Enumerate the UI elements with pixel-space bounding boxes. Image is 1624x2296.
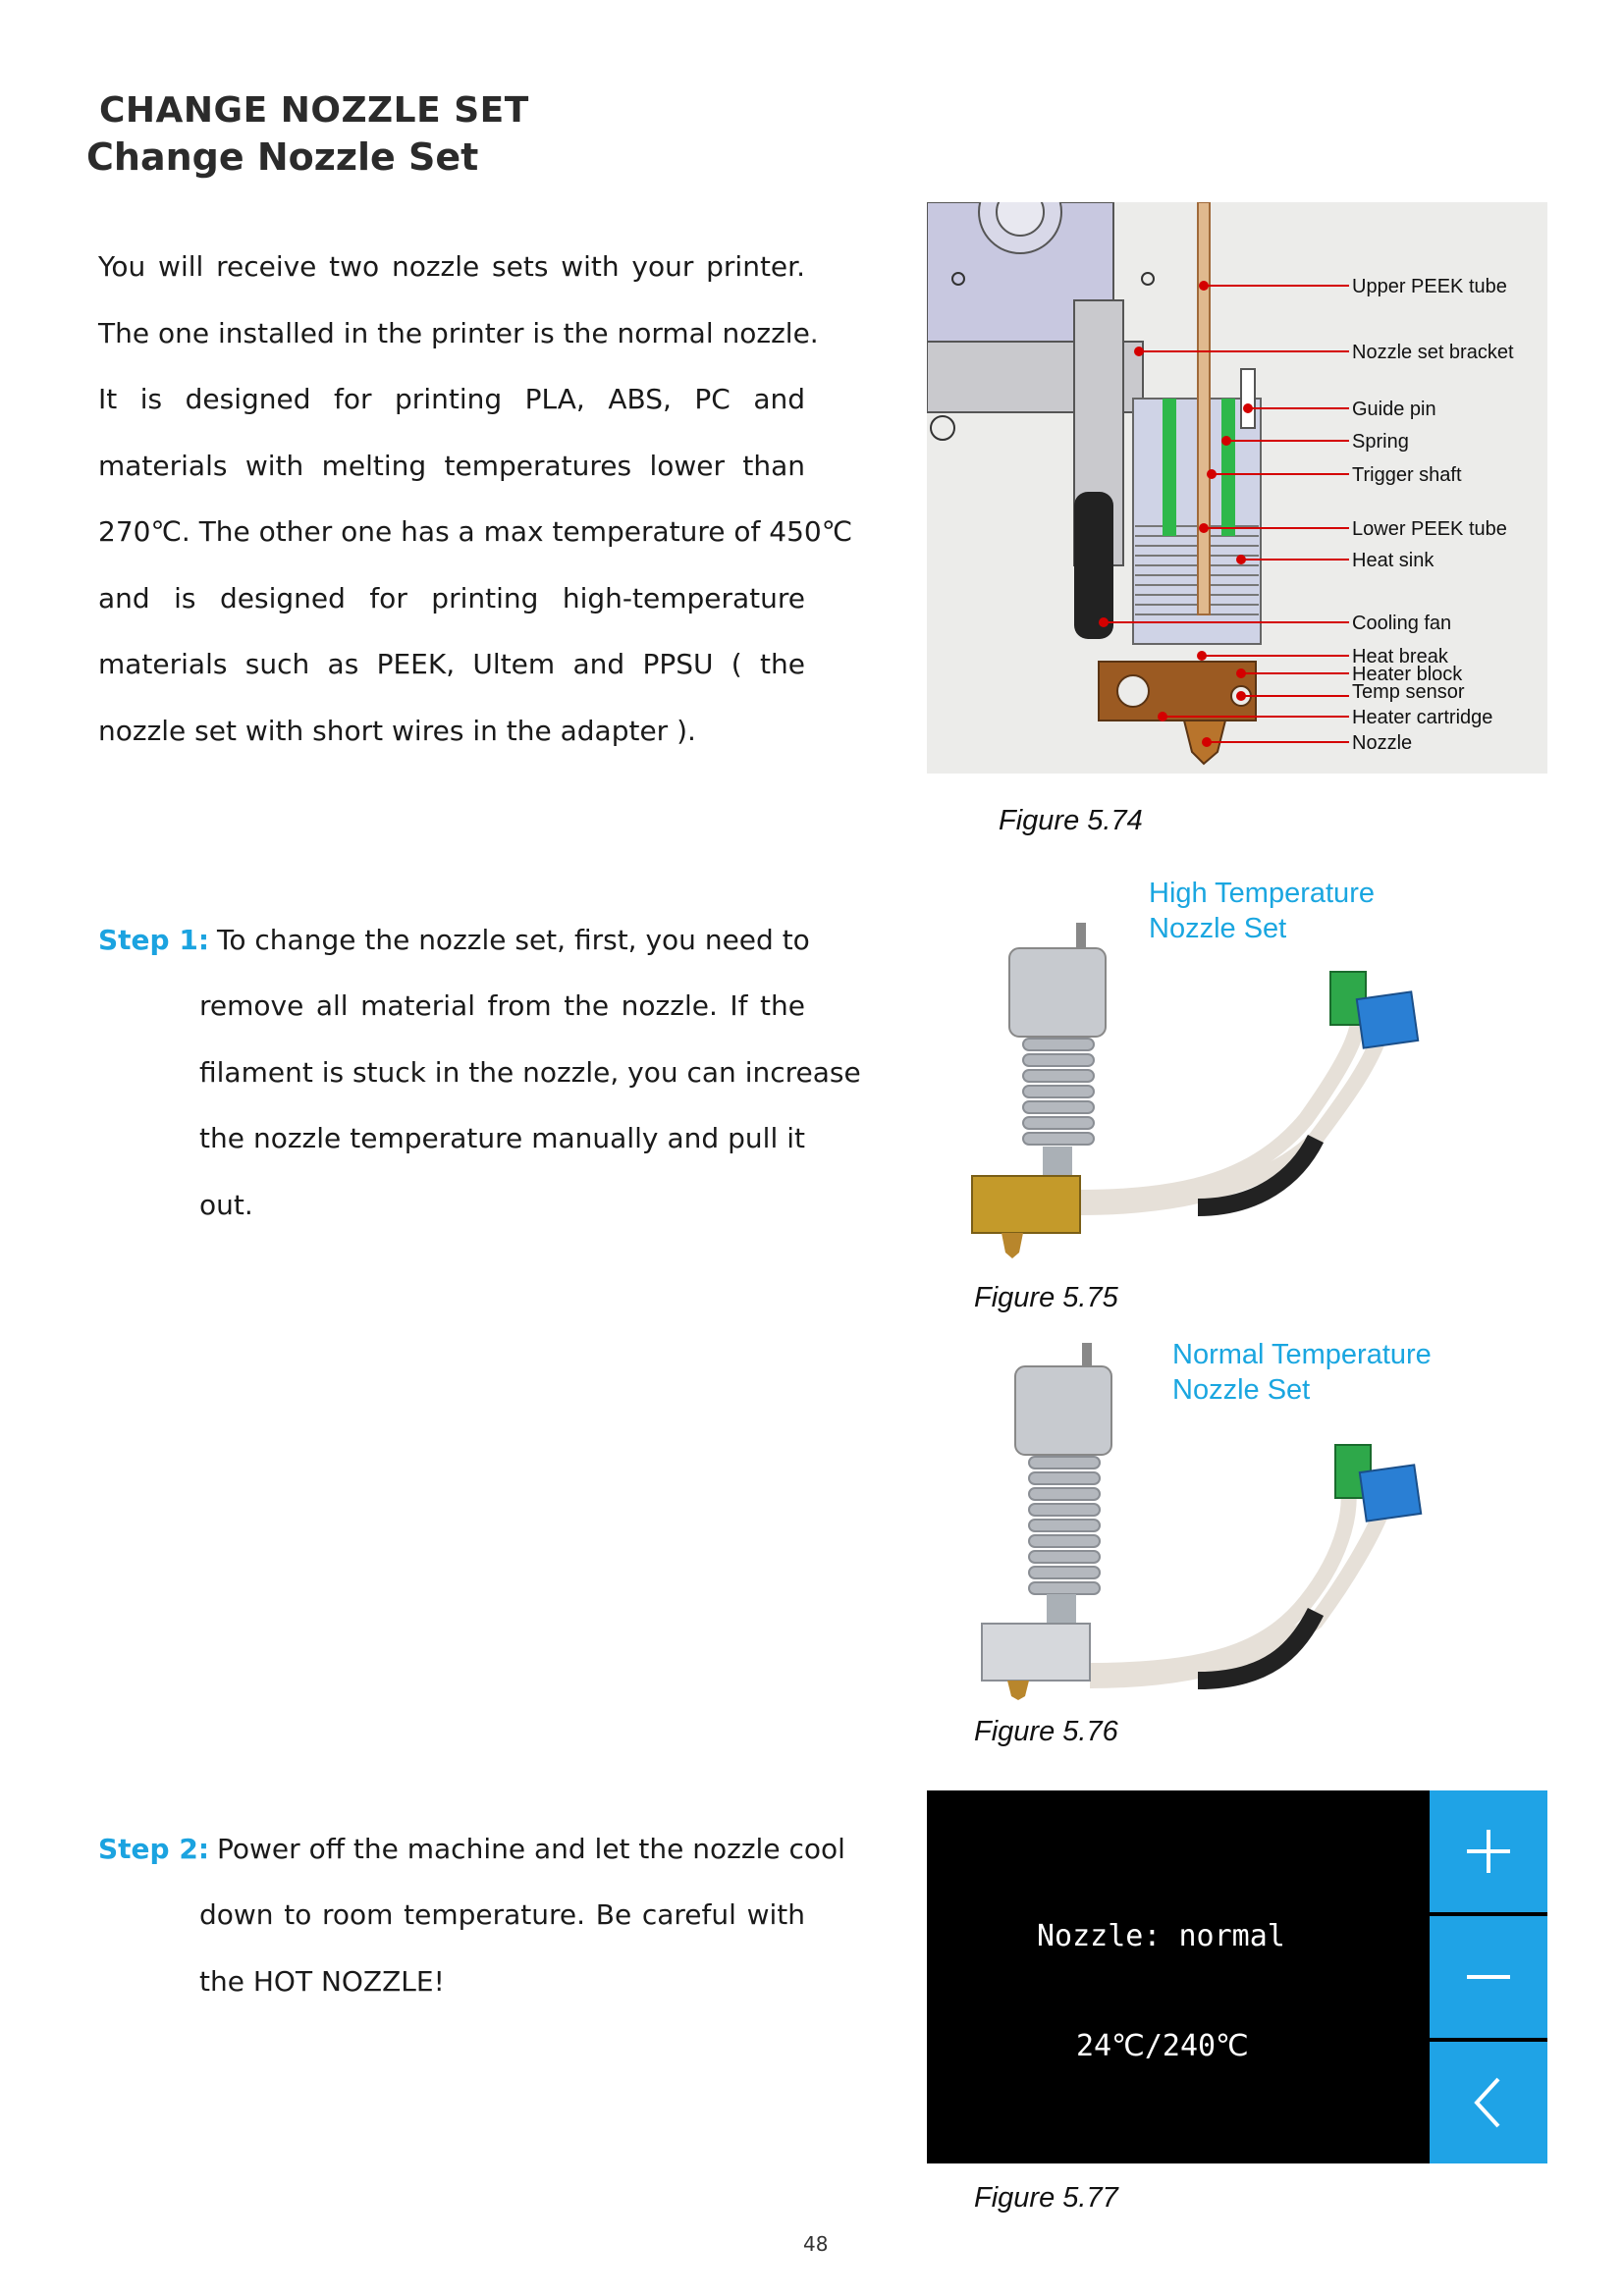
page-number: 48 (803, 2232, 829, 2256)
high-temp-nozzle-photo (962, 913, 1473, 1276)
label-heater-block: Heater block (1352, 664, 1463, 685)
label-temp-sensor: Temp sensor (1352, 681, 1465, 703)
step1-first-line (98, 907, 810, 974)
step1-line: remove all material from the nozzle. If the (199, 989, 805, 1022)
intro-line: materials with melting temperatures lower than (98, 449, 805, 482)
nozzle-temperature-readout: 24℃/240℃ (1076, 2029, 1249, 2063)
label-lower-peek-tube: Lower PEEK tube (1352, 518, 1507, 540)
step2-text: Power off the machine and let the nozzle cool (217, 1833, 845, 1865)
step1-line: filament is stuck in the nozzle, you can increase (199, 1055, 861, 1089)
hotend-diagram (927, 202, 1547, 774)
figure-caption: Figure 5.74 (999, 805, 1143, 836)
step1-label: Step 1: (98, 924, 210, 956)
step2-continuation (199, 1882, 805, 2014)
label-heat-sink: Heat sink (1352, 550, 1435, 571)
label-nozzle: Nozzle (1352, 732, 1413, 754)
intro-paragraph (98, 234, 853, 764)
step1-text: To change the nozzle set, first, you need to (217, 924, 810, 956)
step1-line: out. (199, 1188, 253, 1221)
label-heater-cartridge: Heater cartridge (1352, 707, 1493, 728)
minus-icon (1463, 1951, 1514, 2002)
step1-continuation (199, 973, 861, 1238)
step2-label: Step 2: (98, 1833, 210, 1865)
section-heading-caps: CHANGE NOZZLE SET (99, 90, 529, 131)
intro-line: and is designed for printing high-temperature (98, 581, 805, 614)
normal-temp-nozzle-label-line2: Nozzle Set (1172, 1374, 1311, 1406)
label-upper-peek-tube: Upper PEEK tube (1352, 276, 1507, 297)
printer-touchscreen (927, 1790, 1547, 2163)
plus-icon (1463, 1826, 1514, 1877)
figure-caption: Figure 5.76 (974, 1716, 1118, 1747)
figure-caption: Figure 5.77 (974, 2182, 1118, 2214)
label-trigger-shaft: Trigger shaft (1352, 464, 1462, 486)
nozzle-type-readout: Nozzle: normal (1037, 1919, 1285, 1953)
step1-paragraph (98, 907, 810, 974)
decrease-button[interactable] (1430, 1916, 1547, 2038)
intro-line: 270℃. The other one has a max temperature of 450℃ (98, 515, 853, 548)
intro-line: You will receive two nozzle sets with your printer. (98, 250, 805, 283)
intro-line: nozzle set with short wires in the adapter ). (98, 714, 696, 747)
increase-button[interactable] (1430, 1790, 1547, 1912)
step1-line: the nozzle temperature manually and pull it (199, 1122, 805, 1154)
intro-line: The one installed in the printer is the normal nozzle. (98, 316, 819, 349)
step2-line: the HOT NOZZLE! (199, 1964, 445, 1998)
high-temp-nozzle-label-line1: High Temperature (1149, 878, 1375, 909)
normal-temp-nozzle-photo (972, 1337, 1473, 1700)
high-temp-nozzle-label-line2: Nozzle Set (1149, 913, 1287, 944)
intro-line: It is designed for printing PLA, ABS, PC and (98, 383, 805, 415)
normal-temp-nozzle-label-line1: Normal Temperature (1172, 1339, 1432, 1370)
step2-line: down to room temperature. Be careful with (199, 1898, 805, 1931)
label-cooling-fan: Cooling fan (1352, 613, 1452, 634)
label-guide-pin: Guide pin (1352, 399, 1436, 420)
back-button[interactable] (1430, 2042, 1547, 2163)
intro-line: materials such as PEEK, Ultem and PPSU ( the (98, 648, 805, 680)
figure-caption: Figure 5.75 (974, 1282, 1118, 1313)
back-chevron-icon (1469, 2075, 1508, 2130)
label-nozzle-set-bracket: Nozzle set bracket (1352, 342, 1514, 363)
label-heat-break: Heat break (1352, 646, 1448, 667)
step2-paragraph (98, 1816, 845, 1883)
label-spring: Spring (1352, 431, 1409, 453)
hotend-cross-section-figure (927, 202, 1547, 774)
section-heading: Change Nozzle Set (86, 135, 479, 179)
step2-first-line (98, 1816, 845, 1883)
